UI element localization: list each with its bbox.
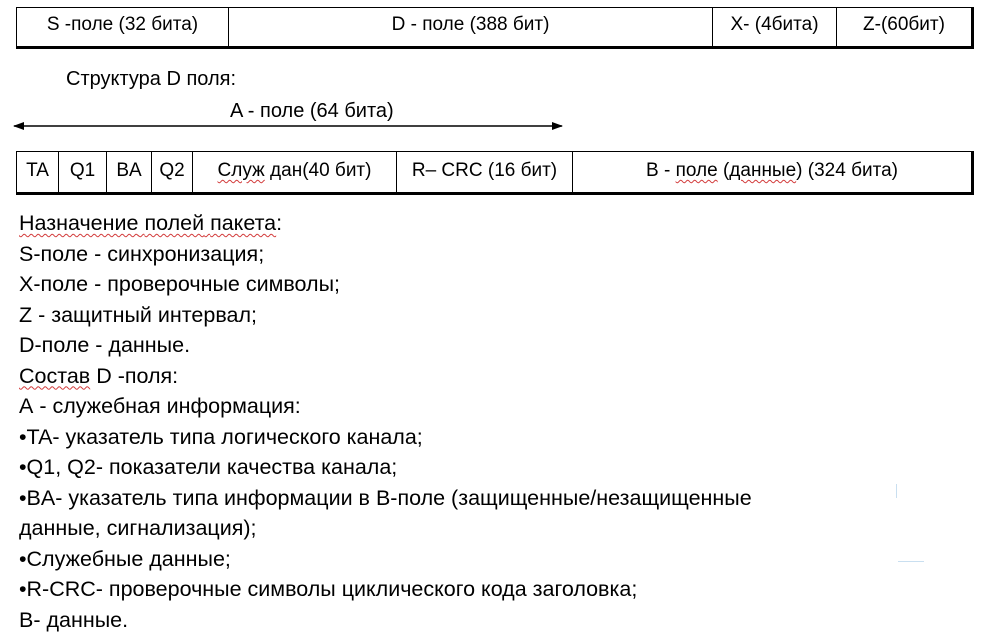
arrow-head-left <box>13 122 24 130</box>
b-field-prefix: B - <box>646 160 676 181</box>
ba-cell: BA <box>107 152 152 192</box>
q2-cell: Q2 <box>152 152 193 192</box>
desc-q1-q2: •Q1, Q2- показатели качества канала; <box>19 455 398 479</box>
b-field-pole-word: поле <box>675 160 718 181</box>
desc-b-field: B- данные. <box>19 607 129 632</box>
d-field-cell: D - поле (388 бит) <box>229 8 713 46</box>
arrow-head-right <box>552 122 563 130</box>
composition-word: Состав <box>19 363 91 388</box>
z-field-cell: Z-(60бит) <box>863 14 945 35</box>
a-field-label: A - поле (64 бита) <box>230 100 394 122</box>
desc-composition-heading <box>19 361 989 392</box>
composition-rest: D -поля: <box>90 363 179 388</box>
desc-rcrc: •R-CRC- проверочные символы циклического кода заголовка; <box>19 577 638 601</box>
a-field-span-arrow <box>12 118 564 134</box>
d-structure-caption: Структура D поля: <box>66 68 237 90</box>
desc-z-field: Z - защитный интервал; <box>19 302 257 327</box>
b-field-suffix: ) (324 бита) <box>796 160 898 181</box>
description-heading <box>19 208 989 239</box>
service-data-cell <box>193 152 397 192</box>
q1-cell: Q1 <box>59 152 107 192</box>
heading-colon: : <box>276 211 283 235</box>
ta-cell: TA <box>17 152 59 192</box>
desc-a-field: А - служебная информация: <box>19 394 301 418</box>
heading-word-2: полей <box>144 211 205 235</box>
field-description <box>19 208 989 635</box>
faint-mark-vertical <box>896 484 897 498</box>
desc-x-field: X-поле - проверочные символы; <box>19 272 341 296</box>
desc-ta: •TA- указатель типа логического канала; <box>19 424 423 449</box>
desc-ba-line-2: данные, сигнализация); <box>19 516 257 540</box>
b-field-cell <box>573 152 971 192</box>
rcrc-cell: R– CRC (16 бит) <box>397 152 573 192</box>
x-field-cell: X- (4бита) <box>713 8 837 46</box>
desc-ba-line-1: •BA- указатель типа информации в B-поле (защищенные/незащищенные <box>19 485 752 510</box>
desc-d-field: D-поле - данные. <box>19 333 191 357</box>
service-data-rest: дан(40 бит) <box>264 160 372 181</box>
b-field-paren-open: ( <box>717 160 730 181</box>
s-field-cell: S -поле (32 бита) <box>17 8 229 46</box>
d-field-structure-row <box>16 151 974 195</box>
heading-word-1: Назначение <box>19 211 139 235</box>
heading-word-3: пакета <box>210 211 277 235</box>
service-data-word: Служ <box>217 160 265 181</box>
desc-service-data: •Служебные данные; <box>19 546 231 571</box>
b-field-data-word: данные <box>729 160 797 181</box>
desc-s-field: S-поле - синхронизация; <box>19 241 265 266</box>
faint-mark-horizontal <box>898 561 924 562</box>
packet-structure-row <box>16 7 974 49</box>
